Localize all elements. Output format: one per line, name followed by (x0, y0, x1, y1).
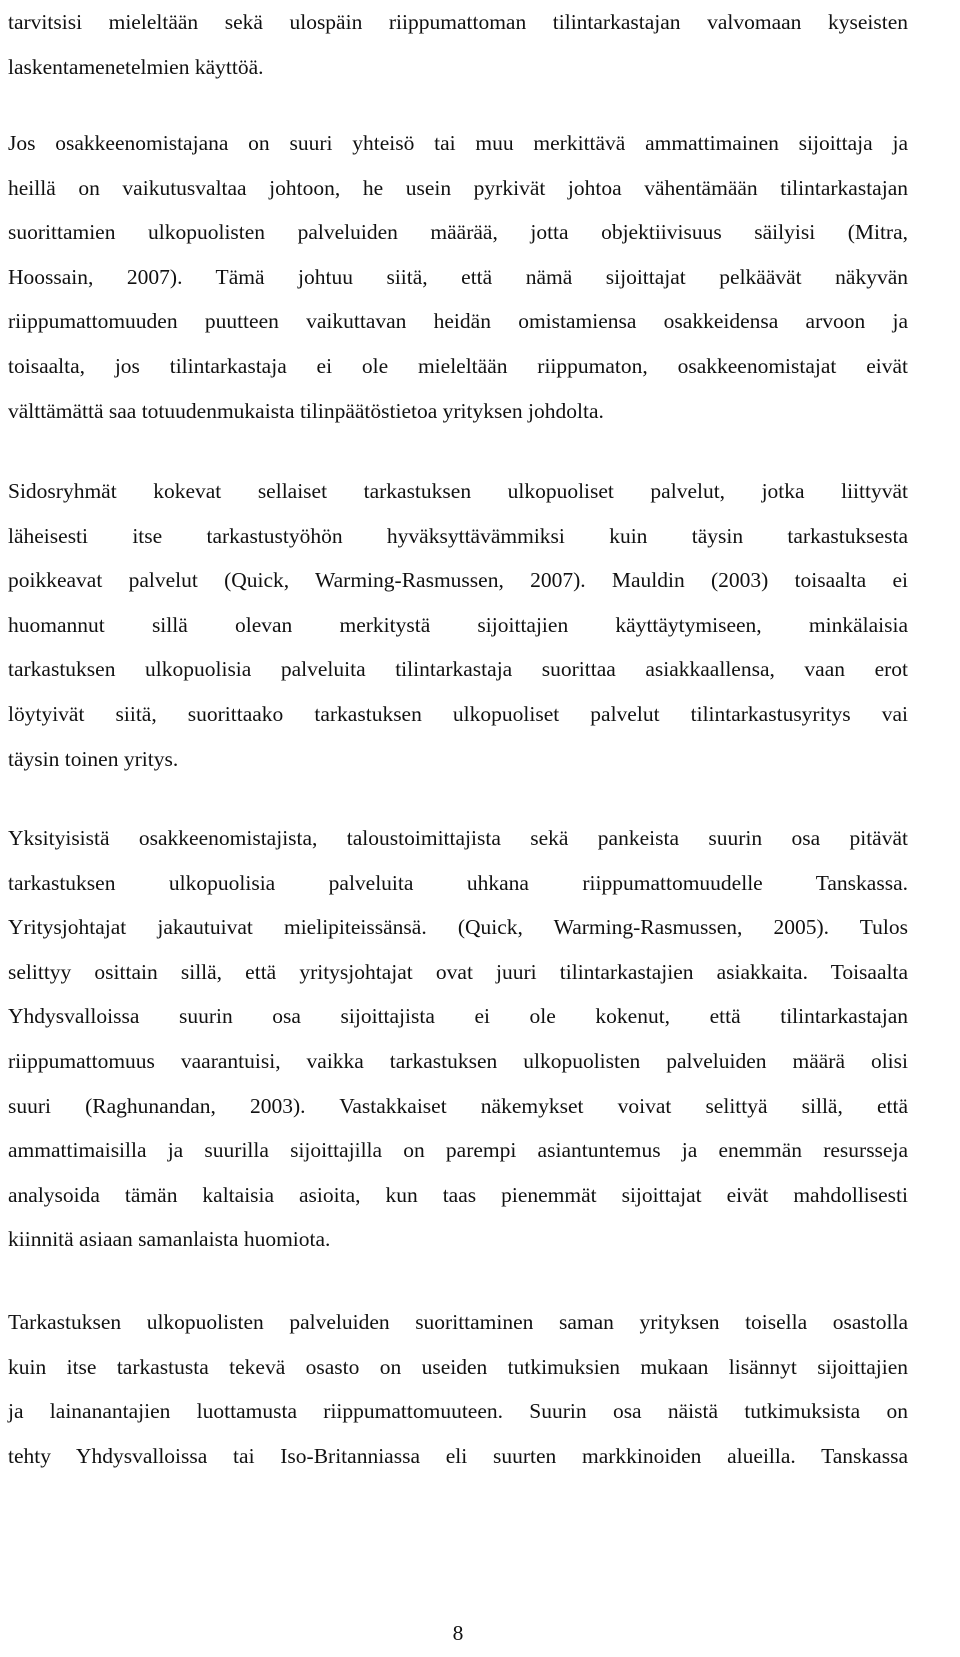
text-line: tarkastuksen ulkopuolisia palveluita uhkana riippumattomuudelle Tanskassa. (8, 870, 908, 895)
text-line: huomannut sillä olevan merkitystä sijoittajien käyttäytymiseen, minkälaisia (8, 612, 908, 637)
text-line: Hoossain, 2007). Tämä johtuu siitä, että nämä sijoittajat pelkäävät näkyvän (8, 264, 908, 289)
text-line: Sidosryhmät kokevat sellaiset tarkastuksen ulkopuoliset palvelut, jotka liittyvät (8, 479, 908, 503)
text-line: tarvitsisi mieleltään sekä ulospäin riippumattoman tilintarkastajan valvomaan kyseisten (8, 10, 908, 34)
text-line: ammattimaisilla ja suurilla sijoittajilla on parempi asiantuntemus ja enemmän resursseja (8, 1138, 908, 1163)
paragraph-4 (8, 816, 908, 1262)
paragraph-1 (8, 0, 908, 89)
text-line: tehty Yhdysvalloissa tai Iso-Britanniassa eli suurten markkinoiden alueilla. Tanskassa (8, 1443, 908, 1468)
text-line: välttämättä saa totuudenmukaista tilinpäätöstietoa yrityksen johdolta. (8, 398, 604, 423)
text-line: heillä on vaikutusvaltaa johtoon, he usein pyrkivät johtoa vähentämään tilintarkastajan (8, 175, 908, 200)
text-line: Yritysjohtajat jakautuivat mielipiteissänsä. (Quick, Warming-Rasmussen, 2005). Tulos (8, 915, 908, 940)
text-line: täysin toinen yritys. (8, 746, 179, 771)
text-line: analysoida tämän kaltaisia asioita, kun taas pienemmät sijoittajat eivät mahdollisesti (8, 1182, 908, 1207)
text-line: selittyy osittain sillä, että yritysjohtajat ovat juuri tilintarkastajien asiakkaita. Toisaalta (8, 959, 908, 984)
text-line: Yksityisistä osakkeenomistajista, taloustoimittajista sekä pankeista suurin osa pitävät (8, 826, 908, 850)
text-line: suuri (Raghunandan, 2003). Vastakkaiset näkemykset voivat selittyä sillä, että (8, 1093, 908, 1118)
text-line: Jos osakkeenomistajana on suuri yhteisö tai muu merkittävä ammattimainen sijoittaja ja (8, 131, 908, 155)
text-line: riippumattomuus vaarantuisi, vaikka tarkastuksen ulkopuolisten palveluiden määrä olisi (8, 1048, 908, 1073)
paragraph-5 (8, 1300, 908, 1478)
text-line: poikkeavat palvelut (Quick, Warming-Rasmussen, 2007). Mauldin (2003) toisaalta ei (8, 568, 908, 593)
text-line: läheisesti itse tarkastustyöhön hyväksyttävämmiksi kuin täysin tarkastuksesta (8, 523, 908, 548)
text-line: riippumattomuuden puutteen vaikuttavan heidän omistamiensa osakkeidensa arvoon ja (8, 309, 908, 334)
text-line: kuin itse tarkastusta tekevä osasto on useiden tutkimuksien mukaan lisännyt sijoittajien (8, 1354, 908, 1379)
page-number: 8 (452, 1621, 464, 1645)
text-line: ja lainanantajien luottamusta riippumattomuuteen. Suurin osa näistä tutkimuksista on (8, 1399, 908, 1424)
text-line: toisaalta, jos tilintarkastaja ei ole mieleltään riippumaton, osakkeenomistajat eivät (8, 353, 908, 378)
text-line: laskentamenetelmien käyttöä. (8, 54, 264, 79)
text-line: löytyivät siitä, suorittaako tarkastuksen ulkopuoliset palvelut tilintarkastusyritys vai (8, 701, 908, 726)
text-line: kiinnitä asiaan samanlaista huomiota. (8, 1227, 331, 1252)
text-line: suorittamien ulkopuolisten palveluiden määrää, jotta objektiivisuus säilyisi (Mitra, (8, 220, 908, 245)
paragraph-3 (8, 469, 908, 781)
text-line: tarkastuksen ulkopuolisia palveluita tilintarkastaja suorittaa asiakkaallensa, vaan erot (8, 657, 908, 682)
text-line: Tarkastuksen ulkopuolisten palveluiden suorittaminen saman yrityksen toisella osastolla (8, 1310, 908, 1334)
text-line: Yhdysvalloissa suurin osa sijoittajista ei ole kokenut, että tilintarkastajan (8, 1004, 908, 1029)
paragraph-2 (8, 121, 908, 433)
